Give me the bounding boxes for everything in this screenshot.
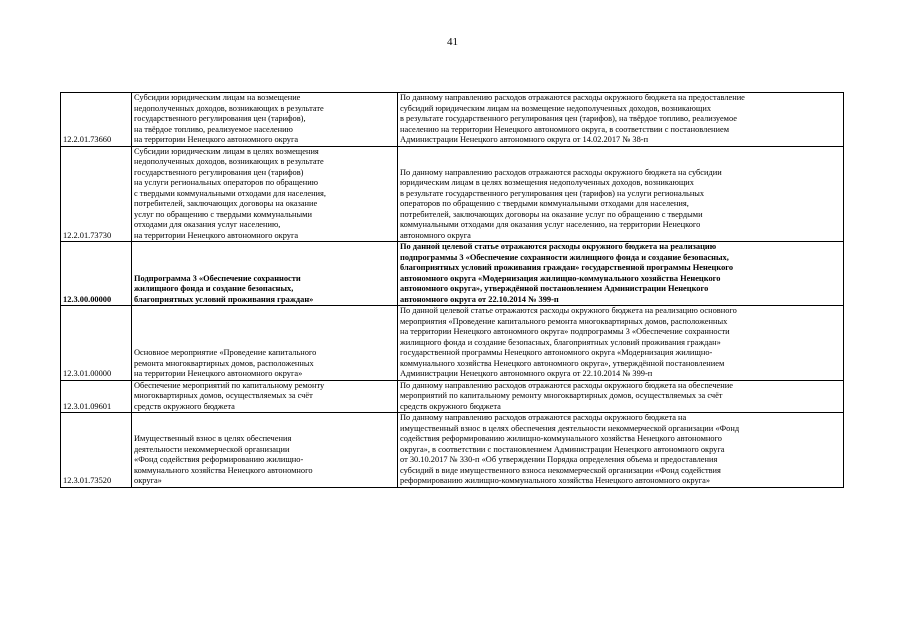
- table-row: [61, 93, 844, 147]
- row-description: По данной целевой статье отражаются расходы окружного бюджета на реализацию основного мероприятия «Проведение капитального ремонта многоквартирных домов, расположенных на территории Ненецкого автономного округа» подпрограммы 3 «Обеспечение сохранности жилищного фонда и создание безопасных, благоприятных условий проживания граждан» государственной программы Ненецкого автономного округа «Модернизация жилищно- коммунального хозяйства Ненецкого автономного округа», утверждённой постановлением Администрации Ненецкого автономного округа от 22.10.2014 № 399-п: [398, 306, 844, 381]
- row-code: 12.3.01.00000: [61, 306, 132, 381]
- table-row: [61, 146, 844, 242]
- row-code: 12.3.01.09601: [61, 380, 132, 413]
- row-code: 12.2.01.73730: [61, 146, 132, 242]
- row-name: Основное мероприятие «Проведение капитального ремонта многоквартирных домов, расположенных на территории Ненецкого автономного округа»: [132, 306, 398, 381]
- table-row: [61, 306, 844, 381]
- row-name: Обеспечение мероприятий по капитальному ремонту многоквартирных домов, осуществляемых за счёт средств окружного бюджета: [132, 380, 398, 413]
- row-name: Субсидии юридическим лицам на возмещение недополученных доходов, возникающих в результате государственного регулирования цен (тарифов), на твёрдое топливо, реализуемое населению на территории Ненецкого автономного округа: [132, 93, 398, 147]
- table-row: [61, 380, 844, 413]
- page-number: 41: [447, 36, 458, 48]
- table-row: [61, 242, 844, 306]
- row-description: По данному направлению расходов отражаются расходы окружного бюджета на имущественный взнос в целях обеспечения деятельности некоммерческой организации «Фонд содействия реформированию жилищно-коммунального хозяйства Ненецкого автономного округа», в соответствии с постановлением Администрации Ненецкого автономного округа от 30.10.2017 № 330-п «Об утверждении Порядка определения объема и предоставления субсидий в виде имущественного взноса некоммерческой организации «Фонд содействия реформированию жилищно-коммунального хозяйства Ненецкого автономного округа»: [398, 413, 844, 488]
- row-name: Субсидии юридическим лицам в целях возмещения недополученных доходов, возникающих в результате государственного регулирования цен (тарифов) на услуги региональных операторов по обращению с твердыми коммунальными отходами для населения, потребителей, заключающих договоры на оказание услуг по обращению с твердыми коммунальными отходами для оказания услуг населению, на территории Ненецкого автономного округа: [132, 146, 398, 242]
- row-description: По данному направлению расходов отражаются расходы окружного бюджета на обеспечение мероприятий по капитальному ремонту многоквартирных домов, осуществляемых за счёт средств окружного бюджета: [398, 380, 844, 413]
- row-description: По данной целевой статье отражаются расходы окружного бюджета на реализацию подпрограммы 3 «Обеспечение сохранности жилищного фонда и создание безопасных, благоприятных условий проживания граждан» государственной программы Ненецкого автономного округа «Модернизация жилищно-коммунального хозяйства Ненецкого автономного округа», утверждённой постановлением Администрации Ненецкого автономного округа от 22.10.2014 № 399-п: [398, 242, 844, 306]
- budget-classification-table: [60, 92, 844, 488]
- row-name: Имущественный взнос в целях обеспечения деятельности некоммерческой организации «Фонд содействия реформированию жилищно- коммунального хозяйства Ненецкого автономного округа»: [132, 413, 398, 488]
- row-name: Подпрограмма 3 «Обеспечение сохранности жилищного фонда и создание безопасных, благоприятных условий проживания граждан»: [132, 242, 398, 306]
- row-code: 12.3.00.00000: [61, 242, 132, 306]
- row-code: 12.3.01.73520: [61, 413, 132, 488]
- row-description: По данному направлению расходов отражаются расходы окружного бюджета на предоставление субсидий юридическим лицам на возмещение недополученных доходов, возникающих в результате государственного регулирования цен (тарифов), на твёрдое топливо, реализуемое населению на территории Ненецкого автономного округа, в соответствии с постановлением Администрации Ненецкого автономного округа от 14.02.2017 № 38-п: [398, 93, 844, 147]
- row-code: 12.2.01.73660: [61, 93, 132, 147]
- table-row: [61, 413, 844, 488]
- row-description: По данному направлению расходов отражаются расходы окружного бюджета на субсидии юридическим лицам в целях возмещения недополученных доходов, возникающих в результате государственного регулирования цен (тарифов) на услуги региональных операторов по обращению с твердыми коммунальными отходами для населения, потребителей, заключающих договоры на оказание услуг по обращению с твердыми коммунальными отходами для оказания услуг населению, на территории Ненецкого автономного округа: [398, 146, 844, 242]
